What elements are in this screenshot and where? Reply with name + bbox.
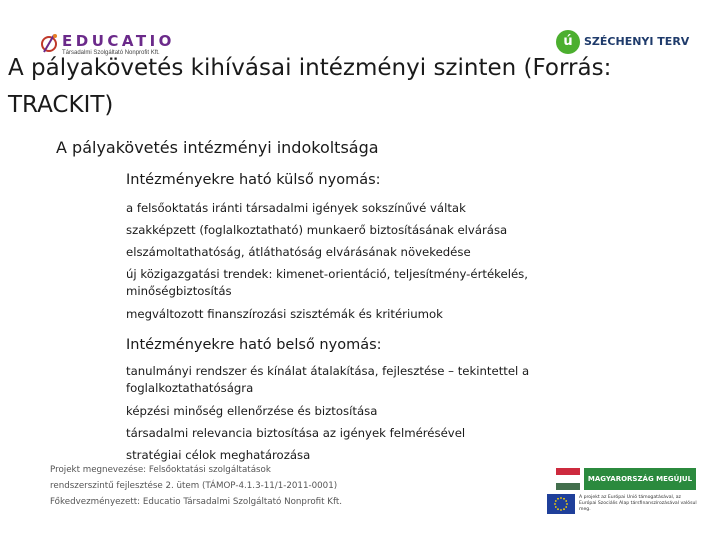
educatio-wordmark: EDUCATIO: [62, 32, 175, 50]
eu-flag-icon: [547, 494, 575, 514]
slide-title: A pályakövetés kihívásai intézményi szinten (Forrás: TRACKIT): [8, 55, 612, 118]
magyarorszag-megujul-badge: [556, 466, 696, 492]
hungarian-flag-icon: [556, 468, 580, 490]
list-item: képzési minőség ellenőrzése és biztosítása: [126, 404, 378, 418]
internal-pressure-heading: Intézményekre ható belső nyomás:: [126, 337, 382, 353]
footer-line-project: Projekt megnevezése: Felsőoktatási szolgáltatások: [50, 465, 271, 475]
slide-subtitle: A pályakövetés intézményi indokoltsága: [56, 138, 379, 157]
list-item: elszámoltathatóság, átláthatóság elvárásának növekedése: [126, 245, 471, 260]
footer-line-beneficiary: Főkedvezményezett: Educatio Társadalmi Szolgáltató Nonprofit Kft.: [50, 497, 343, 507]
external-pressure-heading: Intézményekre ható külső nyomás:: [126, 172, 381, 188]
internal-pressure-list: [126, 361, 586, 467]
educatio-subtitle: Társadalmi Szolgáltató Nonprofit Kft.: [62, 50, 160, 56]
szechenyi-logo-text: SZÉCHENYI TERV: [584, 35, 690, 48]
list-item: stratégiai célok meghatározása: [126, 448, 311, 463]
hu-badge-label: MAGYARORSZÁG MEGÚJUL: [584, 468, 696, 490]
list-item: társadalmi relevancia biztosítása az igények felmérésével: [126, 426, 466, 441]
list-item: új közigazgatási trendek: kimenet-orientáció, teljesítmény-értékelés, minőségbiztosítás: [126, 266, 528, 298]
szechenyi-logo-mark: ú: [556, 30, 580, 54]
list-item: szakképzett (foglalkoztatható) munkaerő biztosításának elvárása: [126, 223, 508, 238]
eu-funding-badge: [547, 492, 697, 516]
list-item: tanulmányi rendszer és kínálat átalakítása, fejlesztése – tekintettel a foglalkoztathatóságra: [126, 364, 530, 395]
list-item: megváltozott finanszírozási szisztémák és kritériumok: [126, 306, 443, 321]
project-footer: [50, 462, 342, 510]
footer-line-development: rendszerszintű fejlesztése 2. ütem (TÁMOP-4.1.3-11/1-2011-0001): [50, 481, 338, 491]
external-pressure-list: [126, 197, 596, 325]
list-item: a felsőoktatás iránti társadalmi igények sokszínűvé váltak: [126, 201, 466, 215]
eu-funding-text: A projekt az Európai Unió támogatásával, az Európai Szociális Alap társfinanszírozásával valósul meg.: [579, 495, 697, 512]
